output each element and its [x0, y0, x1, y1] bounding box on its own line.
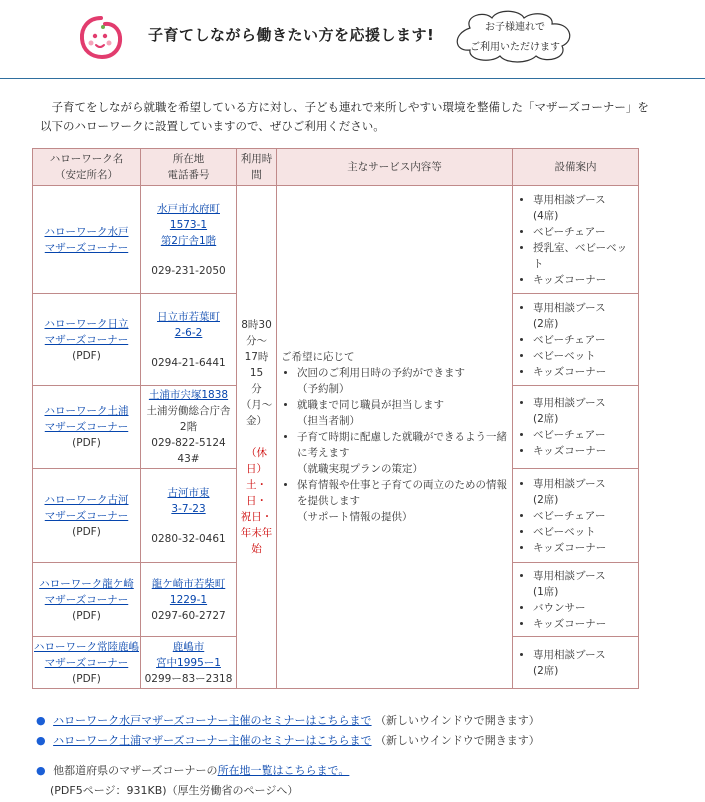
list-item: • キッズコーナー: [533, 443, 634, 459]
speech-cloud-text: [450, 18, 580, 58]
address-link-tsuchiura[interactable]: 土浦市宍塚1838: [148, 389, 229, 401]
office-link-koga[interactable]: ハローワーク古河 マザーズコーナー: [44, 493, 129, 522]
seminar-link-mito[interactable]: ハローワーク水戸マザーズコーナー主催のセミナーはこちらまで: [53, 714, 372, 727]
address-link-kashima[interactable]: 鹿嶋市 宮中1995ー1: [156, 640, 221, 669]
col-header-time: 利用時間: [237, 149, 277, 186]
office-name-cell: [33, 386, 141, 469]
list-item: • キッズコーナー: [533, 540, 634, 556]
address-link-mito[interactable]: 水戸市水府町 1573-1 第2庁舎1階: [157, 202, 220, 247]
list-item: • 授乳室、ベビーベット: [533, 240, 634, 272]
list-item: [36, 762, 676, 780]
list-item: • 就職まで同じ職員が担当します （担当者制）: [297, 397, 508, 429]
col-header-address: 所在地 電話番号: [141, 149, 237, 186]
list-item: • ベビーベット: [533, 348, 634, 364]
intro-body: 子育てをしながら就職を希望している方に対し、子ども連れで来所しやすい環境を整備した「マザーズコーナー」を以下のハローワークに設置していますので、ぜひご利用ください。: [40, 100, 649, 133]
phone-number: 029-822-5124: [151, 437, 226, 449]
equipment-cell: [513, 186, 639, 294]
list-item: • 専用相談ブース (4席): [533, 192, 634, 224]
address-link-hitachi[interactable]: 日立市若葉町 2-6-2: [157, 310, 220, 339]
list-item: • 子育て時期に配慮した就職ができるよう一緒に考えます （就職実現プランの策定）: [297, 429, 508, 477]
col-header-service: 主なサービス内容等: [277, 149, 513, 186]
equipment-list: [517, 476, 634, 556]
address-cell: [141, 563, 237, 637]
pdf-label: (PDF): [72, 609, 101, 622]
services-list: [281, 365, 508, 525]
bullet-icon: ●: [36, 714, 46, 727]
page-header: [0, 0, 705, 79]
col-header-name: ハローワーク名 （安定所名）: [33, 149, 141, 186]
new-window-note: （新しいウインドウで開きます）: [375, 734, 540, 747]
equipment-cell: [513, 563, 639, 637]
bullet-icon: ●: [36, 734, 46, 747]
list-item: • バウンサー: [533, 600, 634, 616]
other-prefecture-link[interactable]: 所在地一覧はこちらまで。: [217, 764, 350, 777]
list-item: • ベビーチェアー: [533, 508, 634, 524]
list-item: • ベビーベット: [533, 524, 634, 540]
hours-cell: 8時30 分～ 17時15 分 （月～ 金） （休日） 土・日・ 祝日・ 年末年 始: [237, 186, 277, 689]
intro-text: [40, 98, 660, 136]
list-item: • キッズコーナー: [533, 272, 634, 288]
office-link-tsuchiura[interactable]: ハローワーク土浦 マザーズコーナー: [44, 405, 129, 433]
related-links: [36, 712, 676, 802]
bullet-icon: ●: [36, 764, 46, 777]
address-building: 土浦労働総合庁舎: [146, 405, 231, 417]
address-floor: 2階: [179, 421, 198, 433]
services-intro: ご希望に応じて: [281, 351, 355, 363]
phone-number: 0294-21-6441: [151, 356, 226, 369]
pdf-label: (PDF): [72, 349, 101, 362]
list-item: [36, 732, 676, 750]
services-cell: [277, 186, 513, 689]
phone-extension: 43#: [177, 453, 200, 465]
seminar-link-tsuchiura[interactable]: ハローワーク土浦マザーズコーナー主催のセミナーはこちらまで: [53, 734, 372, 747]
col-header-equipment: 設備案内: [513, 149, 639, 186]
equipment-list: [517, 192, 634, 288]
office-name-cell: [33, 563, 141, 637]
pdf-label: (PDF): [72, 437, 101, 449]
pdf-label: (PDF): [72, 672, 101, 685]
address-cell: [141, 186, 237, 294]
list-item: • キッズコーナー: [533, 616, 634, 632]
phone-number: 0297-60-2727: [151, 609, 226, 622]
list-item: • 次回のご利用日時の予約ができます （予約制）: [297, 365, 508, 397]
office-link-mito[interactable]: ハローワーク水戸 マザーズコーナー: [44, 225, 129, 254]
office-name-cell: [33, 637, 141, 689]
office-link-kashima[interactable]: ハローワーク常陸鹿嶋 マザーズコーナー: [34, 640, 139, 669]
equipment-list: [517, 568, 634, 632]
table-row: [33, 186, 639, 294]
list-item: • キッズコーナー: [533, 364, 634, 380]
list-item: • 専用相談ブース (2席): [533, 476, 634, 508]
mothers-corner-table: [32, 148, 639, 689]
holiday-text: （休日） 土・日・ 祝日・ 年末年 始: [240, 447, 273, 555]
office-name-cell: [33, 186, 141, 294]
equipment-list: [517, 647, 634, 679]
list-item: • ベビーチェアー: [533, 332, 634, 348]
list-item: [36, 712, 676, 730]
list-item: • 専用相談ブース (2席): [533, 300, 634, 332]
equipment-cell: [513, 469, 639, 563]
list-item: • ベビーチェアー: [533, 427, 634, 443]
address-cell: [141, 386, 237, 469]
address-cell: [141, 469, 237, 563]
list-item: • 専用相談ブース (1席): [533, 568, 634, 600]
equipment-list: [517, 395, 634, 459]
office-link-hitachi[interactable]: ハローワーク日立 マザーズコーナー: [44, 317, 129, 346]
list-item: • 専用相談ブース (2席): [533, 647, 634, 679]
pdf-label: (PDF): [72, 525, 101, 538]
list-item: • ベビーチェアー: [533, 224, 634, 240]
equipment-list: [517, 300, 634, 380]
bubble-line-1: お子様連れで: [485, 22, 545, 33]
address-cell: [141, 294, 237, 386]
phone-number: 0280-32-0461: [151, 532, 226, 545]
table-header-row: [33, 149, 639, 186]
page-title: 子育てしながら働きたい方を応援します!: [148, 26, 435, 44]
phone-number: 029-231-2050: [151, 264, 226, 277]
address-cell: [141, 637, 237, 689]
bubble-line-2: ご利用いただけます: [470, 42, 560, 53]
new-window-note: （新しいウインドウで開きます）: [375, 714, 540, 727]
equipment-cell: [513, 386, 639, 469]
list-item: • 専用相談ブース (2席): [533, 395, 634, 427]
equipment-cell: [513, 294, 639, 386]
phone-number: 0299ー83ー2318: [144, 672, 233, 685]
office-link-ryugasaki[interactable]: ハローワーク龍ケ崎 マザーズコーナー: [39, 577, 134, 606]
pdf-note: (PDF5ページ：931KB)（厚生労働省のページへ）: [50, 784, 299, 797]
office-name-cell: [33, 294, 141, 386]
other-prefecture-text: 他都道府県のマザーズコーナーの: [53, 764, 218, 777]
address-link-koga[interactable]: 古河市東 3-7-23: [167, 486, 210, 515]
address-link-ryugasaki[interactable]: 龍ケ崎市若柴町 1229-1: [151, 577, 226, 606]
equipment-cell: [513, 637, 639, 689]
list-item: • 保育情報や仕事と子育ての両立のための情報を提供します （サポート情報の提供）: [297, 477, 508, 525]
smiling-face-logo-icon: [78, 14, 124, 60]
office-name-cell: [33, 469, 141, 563]
